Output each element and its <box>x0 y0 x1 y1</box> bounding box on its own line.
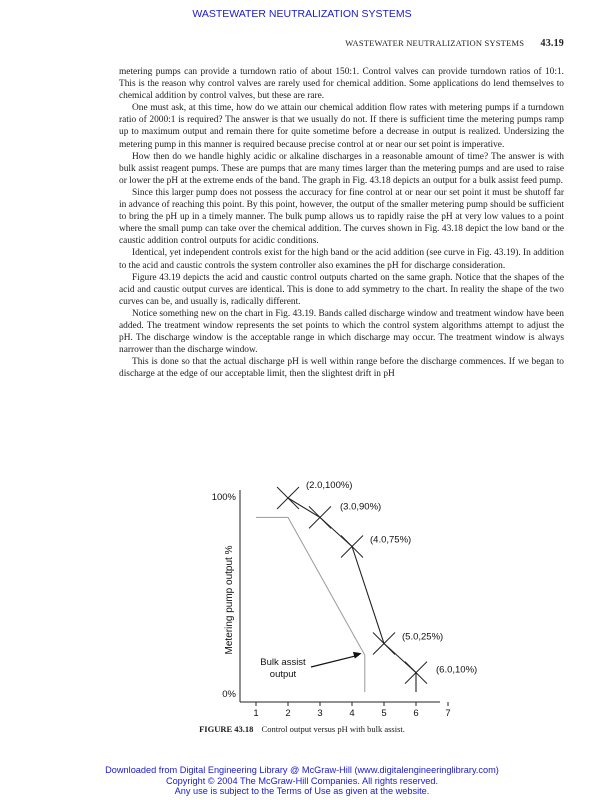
x-tick-label: 7 <box>445 708 451 719</box>
data-point-marker <box>277 487 299 509</box>
y-axis-label: Metering pump output % <box>224 545 235 655</box>
download-footer <box>0 765 604 797</box>
top-banner: WASTEWATER NEUTRALIZATION SYSTEMS <box>192 8 412 20</box>
x-tick-label: 4 <box>349 708 355 719</box>
x-tick-label: 1 <box>253 708 259 719</box>
paragraph: Since this larger pump does not possess the accuracy for fine control at or near our set point it must be shutoff far in advance of reaching this point. By this point, however, the output of the smaller metering pump should be sufficient to bring the pH up in a timely manner. The bulk pump allows us to rapidly raise the pH at very low values to a point where the small pump can take over the chemical addition. The curves shown in Fig. 43.18 depict the low band or the caustic addition control outputs for acidic conditions. <box>119 187 564 247</box>
data-point-marker <box>309 506 331 528</box>
paragraph: How then do we handle highly acidic or alkaline discharges in a reasonable amount of time? The answer is with bulk assist reagent pumps. These are pumps that are many times larger than the metering pumps and are used to raise or lower the pH at the extreme ends of the band. The graph in Fig. 43.18 depicts an output for a bulk assist feed pump. <box>119 151 564 186</box>
x-tick-label: 3 <box>317 708 323 719</box>
running-head <box>345 38 564 49</box>
body-text <box>119 66 564 380</box>
paragraph: metering pumps can provide a turndown ratio of about 150:1. Control valves can provide turndown ratios of 10:1. This is the reason why control valves are rarely used for chemical addition. Some applications do lend themselves to chemical addition by control valves, but these are rare. <box>119 67 564 102</box>
y-tick-label-top: 100% <box>211 492 236 503</box>
paragraph: One must ask, at this time, how do we attain our chemical addition flow rates with metering pumps if a turndown ratio of 2000:1 is required? The answer is that we usually do not. If there is sufficient time the metering pumps ramp up to maximum output and remain there for quite sometime before a decrease in output is realized. Undersizing the metering pump in this manner is required because precise control at or near our set point is imperative. <box>119 103 564 150</box>
metering-pump-series-line <box>288 498 416 692</box>
figure-label: FIGURE 43.18 <box>199 724 254 734</box>
annotation-arrow-shaft <box>311 655 359 667</box>
footer-line: Any use is subject to the Terms of Use as given at the website. <box>174 786 430 796</box>
data-point-marker <box>373 633 395 655</box>
x-tick-label: 5 <box>381 708 387 719</box>
annotation-arrow-head <box>353 652 362 659</box>
data-point-label: (2.0,100%) <box>306 480 353 491</box>
data-point-label: (5.0,25%) <box>402 631 444 643</box>
paragraph: Identical, yet independent controls exist for the high band or the acid addition (see curve in Fig. 43.19). In addition to the acid and caustic controls the system controller also examines the pH for discharge consideration. <box>119 248 564 271</box>
figure-chart <box>200 470 480 720</box>
y-tick-label-bottom: 0% <box>222 689 236 700</box>
data-point-marker <box>341 536 363 558</box>
paragraph: Figure 43.19 depicts the acid and caustic control outputs charted on the same graph. Notice that the shapes of the acid and caustic output curves are identical. This is done to add symmetry to the chart. In reality the shape of the two curves can be, and usually is, radically different. <box>119 272 564 307</box>
running-head-title: WASTEWATER NEUTRALIZATION SYSTEMS <box>345 38 525 48</box>
page-number: 43.19 <box>540 38 564 49</box>
paragraph: This is done so that the actual discharge pH is well within range before the discharge commences. If we began to discharge at the edge of our acceptable limit, then the slightest drift in pH <box>119 357 564 380</box>
footer-line: Copyright © 2004 The McGraw-Hill Companies. All rights reserved. <box>165 775 439 786</box>
footer-line: Downloaded from Digital Engineering Library @ McGraw-Hill (www.digitalengineeringlibrary.com) <box>105 765 499 775</box>
x-tick-label: 2 <box>285 708 291 719</box>
data-point-label: (3.0,90%) <box>340 501 382 513</box>
figure-caption <box>0 724 604 734</box>
paragraph: Notice something new on the chart in Fig. 43.19. Bands called discharge window and treatment window have been added. The treatment window represents the set points to which the control system algorithms attempt to adjust the pH. The discharge window is the acceptable range in which discharge may occur. The treatment window is always narrower than the discharge window. <box>119 308 564 356</box>
x-tick-label: 6 <box>413 708 419 719</box>
annotation-line2: output <box>269 669 297 680</box>
figure-caption-text: Control output versus pH with bulk assist. <box>261 724 405 734</box>
data-point-label: (6.0,10%) <box>436 664 478 676</box>
annotation-line1: Bulk assist <box>260 657 306 668</box>
data-point-label: (4.0,75%) <box>370 534 412 546</box>
